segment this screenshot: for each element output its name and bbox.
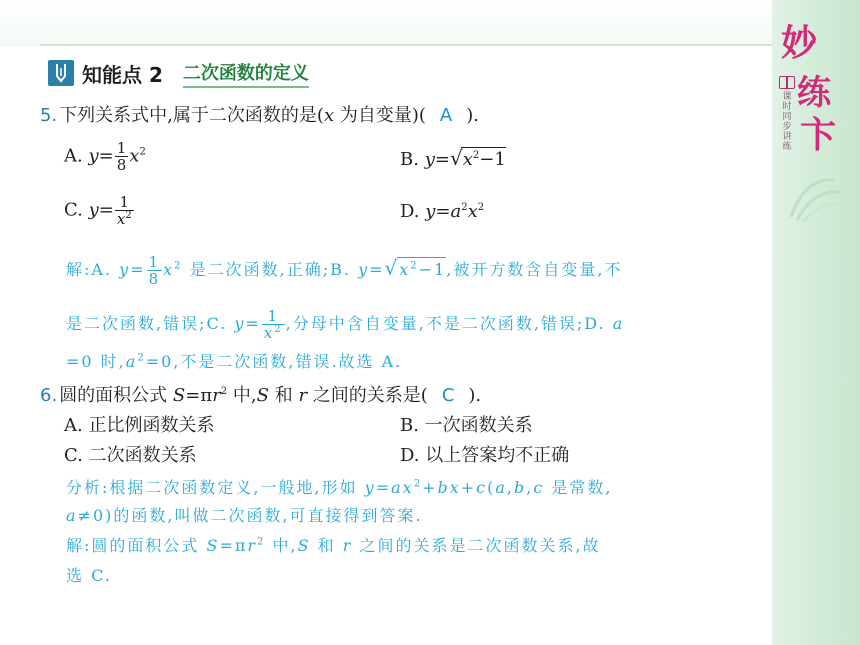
q5-solution-line-3: =0 时$,a^2=0$,不是二次函数,错误.故选 A. — [66, 352, 403, 371]
q6-option-d: D. 以上答案均不正确 — [400, 445, 570, 466]
q5-option-b: B. $y=√x^2-1$ — [400, 146, 506, 170]
q5-stem: 5. 下列关系式中,属于二次函数的是(x 为自变量)( A ). — [40, 105, 479, 126]
brand-char-2: 练 — [797, 73, 831, 113]
section-topic: 二次函数的定义 — [183, 59, 309, 88]
book-icon — [779, 76, 795, 89]
top-rule — [40, 44, 773, 46]
section-heading — [48, 58, 309, 88]
q5-option-c: C. y= $\frac{1}{x^2}$ — [64, 193, 132, 228]
q6-option-c: C. 二次函数关系 — [64, 445, 197, 466]
q6-number: 6. — [40, 385, 58, 406]
q5-answer: A — [439, 105, 453, 126]
q6-stem: 6. 圆的面积公式 $S=\pi r^2$ 中,S 和 r 之间的关系是( C ). — [40, 385, 482, 406]
brand-char-3: 卞 — [800, 115, 837, 156]
top-band — [0, 0, 772, 46]
q6-solution-line-2: 选 C. — [66, 566, 112, 585]
q6-option-b: B. 一次函数关系 — [400, 415, 533, 436]
q6-option-a: A. 正比例函数关系 — [64, 415, 215, 436]
q6-solution-line-1: 解:圆的面积公式 $S=\pi r^2$ 中,S 和 r 之间的关系是二次函数关系,故 — [66, 536, 601, 555]
pen-icon — [48, 60, 74, 86]
brand-subtitle: 课时同步讲练 — [782, 92, 792, 152]
q6-analysis-line-1: 分析:根据二次函数定义,一般地,形如 $y=ax^2+bx+c(a,b,c$ 是常数, — [66, 478, 613, 497]
q5-option-d: D. $y=a^2x^2$ — [400, 201, 485, 222]
q6-answer: C — [441, 385, 455, 406]
leaf-decoration-icon — [783, 172, 843, 227]
q5-solution-line-2: 是二次函数,错误;C. y= $\frac{1}{x^2}$ ,分母中含自变量,不是二次函数,错误;D. a — [66, 307, 625, 342]
q5-option-a: A. y= $\frac{1}{8}$ $x^2$ — [64, 139, 146, 174]
brand-char-1: 妙 — [781, 23, 818, 64]
q5-number: 5. — [40, 105, 58, 126]
section-label: 知能点 2 — [82, 62, 163, 87]
q6-analysis-line-2: a≠0)的函数,叫做二次函数,可直接得到答案. — [66, 506, 423, 525]
q5-solution-line-1: 解:A. y= $\frac{1}{8}$ $x^2$ 是二次函数,正确;B. $y=√x^2-1$,被开方数含自变量,不 — [66, 253, 623, 288]
